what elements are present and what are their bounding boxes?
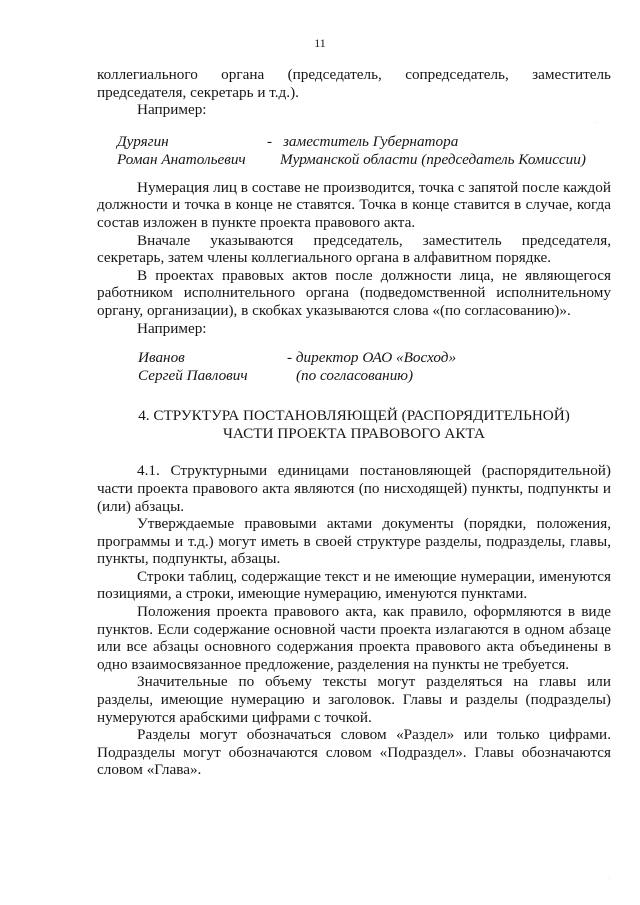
example-1-dash: - — [267, 132, 273, 150]
example-2-position-line-2: (по согласованию) — [296, 367, 414, 385]
section-heading — [97, 407, 611, 442]
example-block-2 — [97, 349, 611, 387]
example-1-position-line-1: заместитель Губернатора — [283, 132, 459, 150]
page-number: 11 — [314, 36, 326, 50]
example-label-2: Например: — [137, 319, 207, 337]
paragraph-intro: коллегиального органа (председатель, сопредседатель, заместитель председателя, секретарь и т.д.). — [97, 66, 611, 101]
paragraph-approved-documents: Утверждаемые правовыми актами документы (порядки, положения, программы и т.д.) могут иметь в своей структуре разделы, подразделы, главы, пункты, подпункты, абзацы. — [97, 515, 611, 568]
example-1-name: Роман Анатольевич — [117, 150, 246, 168]
paragraph-sections: Разделы могут обозначаться словом «Раздел» или только цифрами. Подразделы могут обозначаются словом «Подраздел». Главы обозначаются словом «Глава». — [97, 726, 611, 779]
paragraph-large-texts: Значительные по объему тексты могут разделяться на главы или разделы, имеющие нумерацию и заголовок. Главы и разделы (подразделы) нумеруются арабскими цифрами с точкой. — [97, 673, 611, 726]
paragraph-numbering: Нумерация лиц в составе не производится, точка с запятой после каждой должности и точка в конце не ставятся. Точка в конце ставится в случае, когда состав изложен в пункте проекта правового акта. — [97, 178, 611, 231]
paragraph-agreement: В проектах правовых актов после должности лица, не являющегося работником исполнительного органа (подведомственной исполнительному органу, организации), в скобках указываются слова «(по согласованию)». — [97, 266, 611, 319]
example-2-position-line-1: - директор ОАО «Восход» — [287, 349, 457, 367]
example-1-surname: Дурягин — [117, 132, 169, 150]
example-1-position-line-2: Мурманской области (председатель Комиссии) — [280, 150, 586, 168]
scan-speck: · — [608, 876, 610, 882]
paragraph-order: Вначале указываются председатель, заместитель председателя, секретарь, затем члены коллегиального органа в алфавитном порядке. — [97, 231, 611, 267]
section-heading-line-1: 4. СТРУКТУРА ПОСТАНОВЛЯЮЩЕЙ (РАСПОРЯДИТЕЛЬНОЙ) — [138, 407, 570, 425]
paragraph-4-1: 4.1. Структурными единицами постановляющей (распорядительной) части проекта правового акта являются (по нисходящей) пункты, подпункты и (или) абзацы. — [97, 462, 611, 515]
scan-speck: · — [596, 120, 598, 126]
document-body — [97, 66, 611, 779]
paragraph-provisions: Положения проекта правового акта, как правило, оформляются в виде пунктов. Если содержание основной части проекта излагаются в одном абзаце или все абзацы основного содержания проекта правового акта объединены в одно взаимосвязанное предложение, разделения на пункты не требуется. — [97, 603, 611, 673]
example-block-1 — [97, 133, 611, 169]
section-heading-line-2: ЧАСТИ ПРОЕКТА ПРАВОВОГО АКТА — [223, 424, 485, 442]
paragraph-table-rows: Строки таблиц, содержащие текст и не имеющие нумерации, именуются позициями, а строки, имеющие нумерацию, именуются пунктами. — [97, 567, 611, 603]
example-label-1: Например: — [137, 101, 207, 119]
example-2-surname: Иванов — [138, 349, 185, 367]
example-2-name: Сергей Павлович — [138, 367, 248, 385]
